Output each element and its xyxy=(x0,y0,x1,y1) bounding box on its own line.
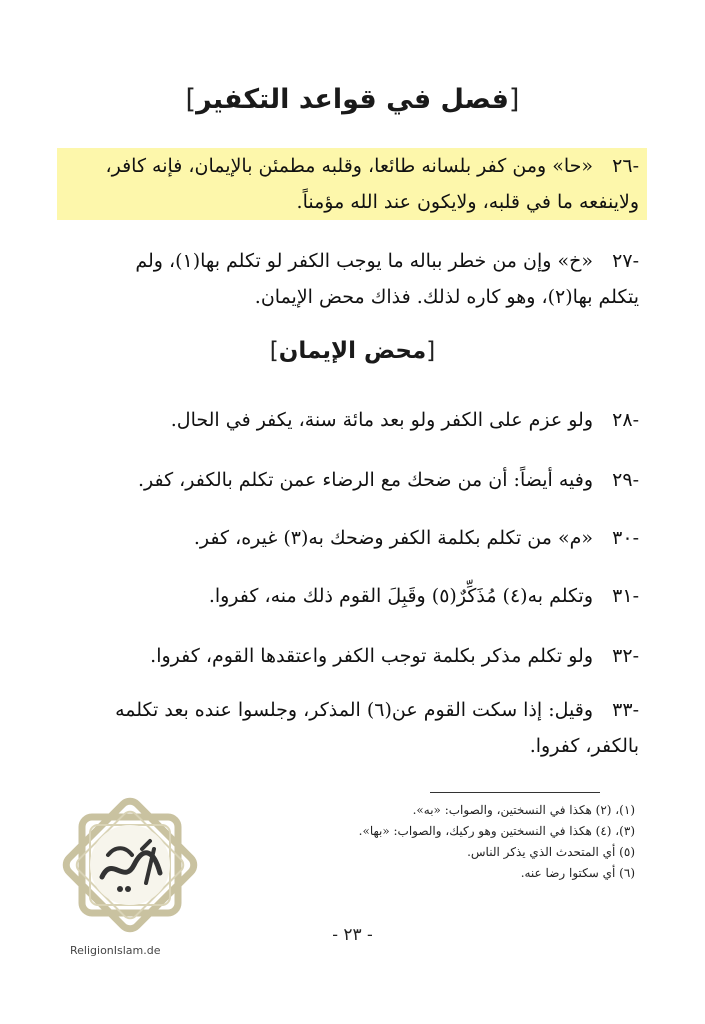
page-number: - ٢٣ - xyxy=(332,925,373,945)
heading-bracket-open: [ xyxy=(269,338,279,364)
entry-line: وتكلم به(٤) مُذَكِّرٌ(٥) وقَبِلَ القوم ذلك منه، كفروا. xyxy=(208,585,593,607)
heading-bracket-close: ] xyxy=(426,338,436,364)
heading-bracket-close: ] xyxy=(508,84,520,115)
entry-29 xyxy=(64,462,639,498)
entry-line: بالكفر، كفروا. xyxy=(529,735,639,757)
entry-line: «م» من تكلم بكلمة الكفر وضحك به(٣) غيره، كفر. xyxy=(193,527,593,549)
entry-27 xyxy=(64,243,639,315)
entry-number: -٣٣ xyxy=(612,699,639,721)
entry-number: -٣١ xyxy=(612,585,639,607)
footnote: (٥) أي المتحدث الذي يذكر الناس. xyxy=(467,845,635,859)
entry-32 xyxy=(64,638,639,674)
entry-line: «خ» وإن من خطر بباله ما يوجب الكفر لو تكلم بها(١)، ولم xyxy=(135,250,593,272)
entry-33 xyxy=(64,692,639,764)
heading-text: فصل في قواعد التكفير xyxy=(196,84,509,115)
entry-number: -٢٧ xyxy=(612,250,639,272)
entry-line: «حا» ومن كفر بلسانه طائعا، وقلبه مطمئن بالإيمان، فإنه كافر، xyxy=(105,155,593,177)
entry-line: وفيه أيضاً: أن من ضحك مع الرضاء عمن تكلم بالكفر، كفر. xyxy=(137,469,593,491)
heading-text: محض الإيمان xyxy=(278,338,427,364)
entry-line: يتكلم بها(٢)، وهو كاره لذلك. فذاك محض الإيمان. xyxy=(254,286,639,308)
footnote: (٣)، (٤) هكذا في النسختين وهو ركيك، والصواب: «بها». xyxy=(358,824,635,838)
entry-26 xyxy=(64,148,639,220)
section-heading-iman xyxy=(0,338,705,364)
section-heading-takfir xyxy=(0,84,705,115)
entry-number: -٣٢ xyxy=(612,645,639,667)
entry-line: ولاينفعه ما في قلبه، ولايكون عند الله مؤمناً. xyxy=(296,191,639,213)
footnote: (٦) أي سكتوا رضا عنه. xyxy=(520,866,635,880)
entry-line: ولو تكلم مذكر بكلمة توجب الكفر واعتقدها القوم، كفروا. xyxy=(150,645,593,667)
footnotes xyxy=(215,800,635,884)
entry-number: -٣٠ xyxy=(612,527,639,549)
religion-islam-emblem-icon xyxy=(50,785,210,945)
footnote-divider xyxy=(430,792,600,793)
entry-31 xyxy=(64,578,639,614)
entry-number: -٢٨ xyxy=(612,409,639,431)
entry-line: ولو عزم على الكفر ولو بعد مائة سنة، يكفر في الحال. xyxy=(170,409,593,431)
footnote: (١)، (٢) هكذا في النسختين، والصواب: «به». xyxy=(412,803,635,817)
entry-30 xyxy=(64,520,639,556)
entry-number: -٢٩ xyxy=(612,469,639,491)
entry-line: وقيل: إذا سكت القوم عن(٦) المذكر، وجلسوا عنده بعد تكلمه xyxy=(115,699,593,721)
heading-bracket-open: [ xyxy=(185,84,197,115)
logo-caption: ReligionIslam.de xyxy=(70,944,161,957)
entry-number: -٢٦ xyxy=(612,155,639,177)
entry-28 xyxy=(64,402,639,438)
